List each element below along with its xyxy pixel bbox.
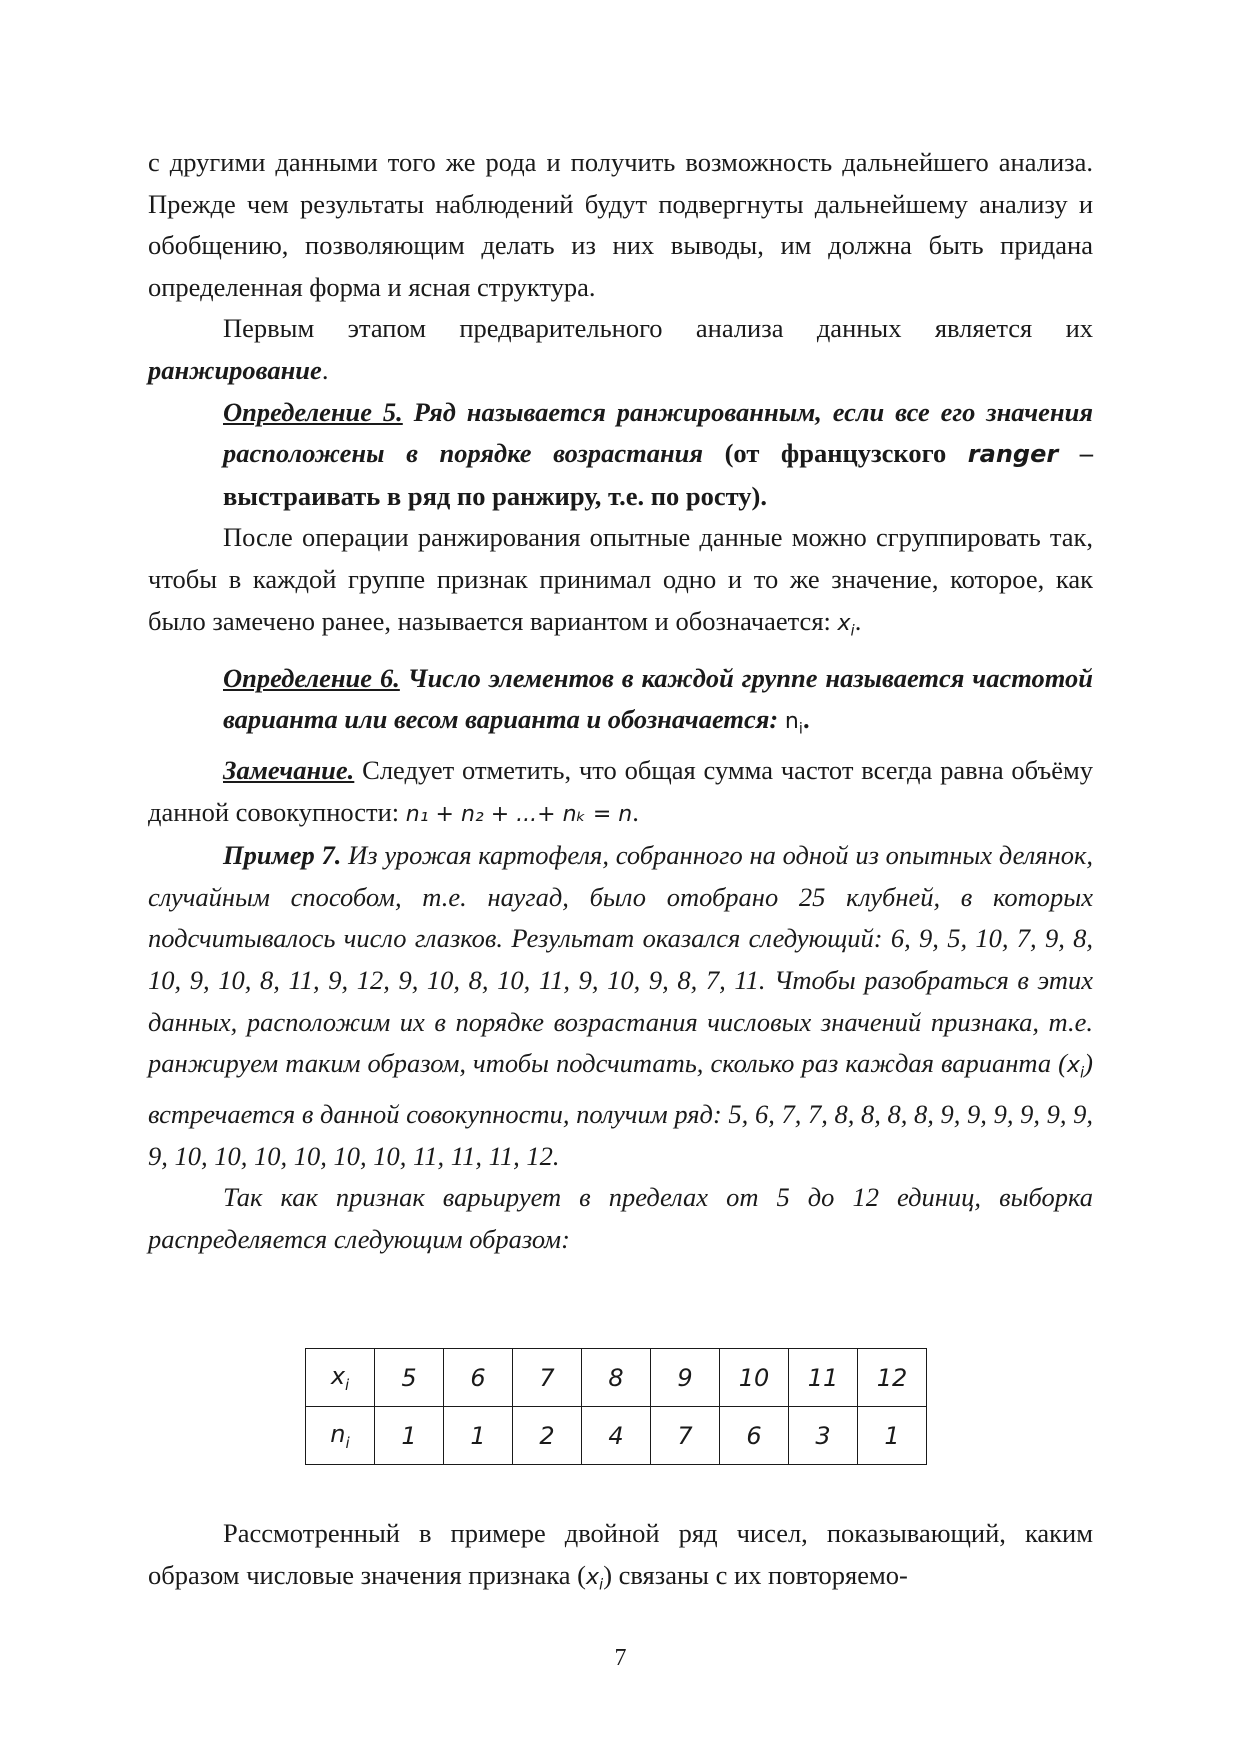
definition-5-paren-end: – выстраивать в ряд по ранжиру, т.е. по росту). <box>223 438 1094 511</box>
remark-text: Следует отметить, что общая сумма частот всегда равна объёму данной совокупности: <box>148 755 1093 827</box>
paragraph-2 <box>148 308 1093 391</box>
table-cell: 1 <box>375 1407 444 1465</box>
sum-formula: n₁ + n₂ + ...+ nₖ = n <box>405 801 633 827</box>
definition-6 <box>148 658 1093 751</box>
table-cell: 6 <box>444 1349 513 1407</box>
text-body <box>148 142 1093 1261</box>
paragraph-2-text: Первым этапом предварительного анализа данных является их <box>223 313 1093 344</box>
table-header-n-sub: i <box>345 1433 350 1452</box>
frequency-table <box>305 1348 927 1465</box>
paragraph-5-symbol-x: x <box>585 1564 600 1590</box>
symbol-x-i <box>837 610 855 639</box>
remark <box>148 750 1093 835</box>
text-after-table <box>148 1513 1093 1606</box>
paragraph-1: с другими данными того же рода и получить возможность дальнейшего анализа. Прежде чем результаты наблюдений будут подвергнуты дальнейшему анализу и обобщению, позволяющим делать из них выводы, им должна быть придана определенная форма и ясная структура. <box>148 147 1093 302</box>
page-number: 7 <box>614 1645 627 1671</box>
remark-label: Замечание. <box>223 755 355 786</box>
table-cell: 7 <box>651 1407 720 1465</box>
table-cell: 4 <box>582 1407 651 1465</box>
table-cell: 8 <box>582 1349 651 1407</box>
example-7-symbol <box>1066 1053 1085 1082</box>
table-header-x <box>306 1349 375 1407</box>
paragraph-4: Так как признак варьирует в пределах от 5 до 12 единиц, выборка распределяется следующим образом: <box>148 1182 1093 1255</box>
table-row-n <box>306 1407 927 1465</box>
example-7-text2: ) встречается в данной совокупности, получим ряд: 5, 6, 7, 7, 8, 8, 8, 8, 9, 9, 9, 9, 9, 9, 9, 10, 10, 10, 10, 10, 10, 11, 11, 11, 12. <box>148 1048 1093 1171</box>
table-cell: 9 <box>651 1349 720 1407</box>
table-cell: 6 <box>720 1407 789 1465</box>
example-7-symbol-sub: i <box>1080 1063 1085 1082</box>
definition-5-word: ranger <box>967 440 1059 469</box>
remark-end: . <box>632 796 639 827</box>
paragraph-3 <box>148 517 1093 651</box>
definition-5-paren-start: (от французского <box>703 438 968 469</box>
example-7-label: Пример 7. <box>223 840 342 871</box>
table-cell: 5 <box>375 1349 444 1407</box>
definition-5-text: Ряд называется ранжированным, если все его значения расположены в порядке возрастания <box>223 396 1093 469</box>
term-ranking: ранжирование <box>148 354 322 385</box>
table-row-x <box>306 1349 927 1407</box>
paragraph-3-text: После операции ранжирования опытные данные можно сгруппировать так, чтобы в каждой группе признак принимал одно и то же значение, которое, как было замечено ранее, называется вариантом и обозначается: <box>148 522 1093 636</box>
symbol-n-i <box>784 709 803 738</box>
table-cell: 1 <box>858 1407 927 1465</box>
frequency-table-wrap <box>305 1348 927 1465</box>
table-header-n <box>306 1407 375 1465</box>
paragraph-5-symbol-sub: i <box>599 1574 604 1593</box>
definition-5-label: Определение 5. <box>223 396 403 427</box>
table-cell: 2 <box>513 1407 582 1465</box>
definition-6-end: . <box>802 704 810 735</box>
symbol-n-sub: i <box>798 719 803 738</box>
paragraph-5 <box>148 1513 1093 1606</box>
definition-5 <box>148 392 1093 518</box>
table-cell: 12 <box>858 1349 927 1407</box>
table-header-x-sub: i <box>345 1375 350 1394</box>
table-cell: 11 <box>789 1349 858 1407</box>
paragraph-5-symbol <box>585 1564 604 1593</box>
table-cell: 10 <box>720 1349 789 1407</box>
table-cell: 1 <box>444 1407 513 1465</box>
symbol-sub-i: i <box>850 620 855 639</box>
table-header-n-symbol: n <box>330 1419 346 1448</box>
table-cell: 3 <box>789 1407 858 1465</box>
table-cell: 7 <box>513 1349 582 1407</box>
paragraph-2-end: . <box>321 354 329 385</box>
paragraph-3-end: . <box>854 605 862 636</box>
example-7 <box>148 835 1093 1177</box>
symbol-n: n <box>784 709 799 735</box>
table-header-x-symbol: x <box>330 1361 346 1390</box>
example-7-text: Из урожая картофеля, собранного на одной из опытных делянок, случайным способом, т.е. наугад, было отобрано 25 клубней, в которых подсчитывалось число глазков. Результат оказался следующий: 6, 9, 5, 10, 7, 9, 8, 10, 9, 10, 8, 11, 9, 12, 9, 10, 8, 10, 11, 9, 10, 9, 8, 7, 11. Чтобы разобраться в этих данных, расположим их в порядке возрастания числовых значений признака, т.е. ранжируем таким образом, чтобы подсчитать, сколько раз каждая варианта ( <box>148 840 1093 1079</box>
example-7-symbol-x: x <box>1066 1053 1080 1079</box>
paragraph-5-text: Рассмотренный в примере двойной ряд чисел, показывающий, каким образом числовые значения признака ( <box>148 1518 1093 1590</box>
definition-6-text: Число элементов в каждой группе называется частотой варианта или весом варианта и обозначается: <box>223 662 1093 735</box>
paragraph-5-end: ) связаны с их повторяемо- <box>603 1559 908 1590</box>
definition-6-label: Определение 6. <box>223 662 400 693</box>
symbol-x: x <box>837 610 851 636</box>
